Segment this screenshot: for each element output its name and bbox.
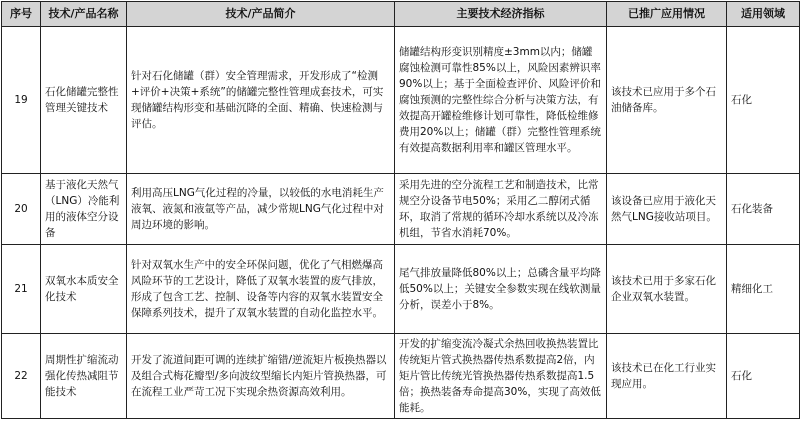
row-brief: 开发了流道间距可调的连续扩缩错/逆流矩片板换热器以及组合式梅花瓣型/多向波纹型缩长内矩片管换热器，可在流程工业严苛工况下实现余热资源高效利用。 <box>127 334 395 419</box>
header-app: 已推广应用情况 <box>607 2 727 27</box>
row-name: 石化储罐完整性管理关键技术 <box>41 27 127 174</box>
row-name: 双氧水本质安全化技术 <box>41 245 127 334</box>
row-app: 该技术已应用于多个石油储备库。 <box>607 27 727 174</box>
row-brief: 利用高压LNG气化过程的冷量，以较低的水电消耗生产液氧、液氮和液氩等产品，减少常规LNG气化过程中对周边环境的影响。 <box>127 174 395 245</box>
row-app: 该设备已应用于液化天然气LNG接收站项目。 <box>607 174 727 245</box>
row-field: 精细化工 <box>727 245 800 334</box>
row-name: 周期性扩缩流动强化传热减阻节能技术 <box>41 334 127 419</box>
row-brief: 针对双氧水生产中的安全环保问题，优化了气相燃爆高风险环节的工艺设计，降低了双氧水装置的废气排放，形成了包含工艺、控制、设备等内容的双氧水装置安全保障系列技术，提升了双氧水装置的自动化监控水平。 <box>127 245 395 334</box>
table-row <box>2 174 800 245</box>
row-field: 石化装备 <box>727 174 800 245</box>
row-field: 石化 <box>727 334 800 419</box>
row-num: 20 <box>2 174 41 245</box>
header-brief: 技术/产品简介 <box>127 2 395 27</box>
row-metric: 采用先进的空分流程工艺和制造技术，比常规空分设备节电50%；采用乙二醇闭式循环，取消了常规的循环冷却水系统以及冷冻机组，节省水消耗70%。 <box>395 174 607 245</box>
row-brief: 针对石化储罐（群）安全管理需求，开发形成了“检测+评价+决策+系统”的储罐完整性管理成套技术，可实现储罐结构形变和基础沉降的全面、精确、快速检测与评估。 <box>127 27 395 174</box>
row-metric: 尾气排放量降低80%以上；总磷含量平均降低50%以上；关键安全参数实现在线软测量分析，误差小于8%。 <box>395 245 607 334</box>
table-row <box>2 27 800 174</box>
table-row <box>2 334 800 419</box>
technology-table <box>1 1 800 419</box>
header-name: 技术/产品名称 <box>41 2 127 27</box>
row-app: 该技术已用于多家石化企业双氧水装置。 <box>607 245 727 334</box>
row-field: 石化 <box>727 27 800 174</box>
row-app: 该技术已在化工行业实现应用。 <box>607 334 727 419</box>
row-name: 基于液化天然气（LNG）冷能利用的液体空分设备 <box>41 174 127 245</box>
table-row <box>2 245 800 334</box>
row-metric: 储罐结构形变识别精度±3mm以内；储罐腐蚀检测可靠性85%以上，风险因素辨识率90%以上；基于全面检查评价、风险评价和腐蚀预测的完整性综合分析与决策方法，有效提高开罐检维修计划可靠性，降低检维修费用20%以上；储罐（群）完整性管理系统有效提高数据利用率和罐区管理水平。 <box>395 27 607 174</box>
header-num: 序号 <box>2 2 41 27</box>
header-field: 适用领域 <box>727 2 800 27</box>
header-metric: 主要技术经济指标 <box>395 2 607 27</box>
row-metric: 开发的扩缩变流冷凝式余热回收换热装置比传统矩片管式换热器传热系数提高2倍，内矩片管比传统光管换热器传热系数提高1.5倍；换热装备寿命提高30%，实现了高效低能耗。 <box>395 334 607 419</box>
row-num: 22 <box>2 334 41 419</box>
table-header-row <box>2 2 800 27</box>
row-num: 21 <box>2 245 41 334</box>
row-num: 19 <box>2 27 41 174</box>
